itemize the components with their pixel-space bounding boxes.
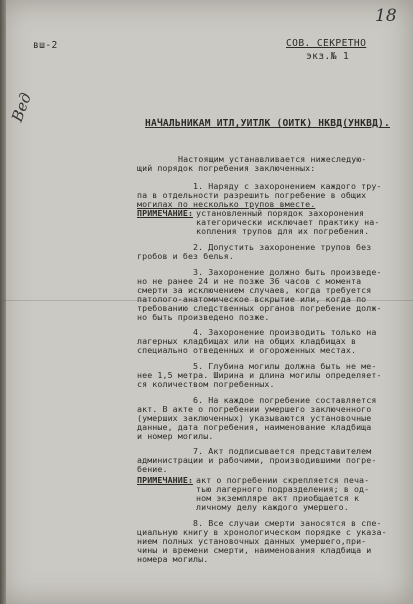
paragraph-8-line: циальную книгу в хронологическом порядке с указа- — [137, 527, 387, 537]
document-code: вш-2 — [33, 40, 58, 51]
paragraph-6-line: 6. На каждое погребение составляется — [193, 395, 377, 405]
handwritten-margin-note: Вед — [8, 90, 35, 125]
paragraph-7-line: 7. Акт подписывается представителем — [193, 446, 372, 456]
note-7-line: личному делу каждого умершего. — [196, 502, 349, 512]
intro-line: Настоящим устанавливается нижеследую- — [178, 154, 367, 164]
note-label: ПРИМЕЧАНИЕ: — [137, 208, 194, 218]
paragraph-5-line: нее 1,5 метра. Ширина и длина могилы определяет- — [137, 370, 382, 380]
paragraph-2-line: 2. Допустить захоронение трупов без — [193, 242, 372, 252]
note-1-line: копления трупов для их погребения. — [196, 226, 370, 236]
paragraph-3-line: 3. Захоронение должно быть произведе- — [193, 267, 382, 277]
paragraph-6-line: данные, дата погребения, наименование кладбища — [137, 422, 372, 432]
paragraph-2-line: гробов и без белья. — [137, 251, 234, 261]
classification-stamp: СОВ. СЕКРЕТНО — [286, 38, 367, 49]
paragraph-3-line: требованию следственных органов погребение долж- — [137, 303, 382, 313]
paragraph-3-line: смерти за исключением случаев, когда требуется — [137, 285, 372, 295]
addressee-line: НАЧАЛЬНИКАМ ИТЛ,УИТЛК (ОИТК) НКВД(УНКВД). — [145, 118, 391, 129]
paragraph-8-line: чины и времени смерти, наименования кладбища и — [137, 545, 372, 555]
paragraph-8-line: номера могилы. — [137, 554, 209, 564]
copy-number: экз.№ 1 — [306, 51, 350, 62]
note-7-line: акт о погребении скрепляется печа- — [196, 475, 370, 485]
note-7-line: ном экземпляре акт приобщается к — [196, 493, 360, 503]
page-number: 18 — [375, 6, 397, 26]
paragraph-6-line: и номер могилы. — [137, 431, 214, 441]
page-binding-edge — [0, 0, 6, 604]
note-1-line: категорически исключает практику на- — [196, 217, 380, 227]
paragraph-7-line: администрации и рабочими, производившими погре- — [137, 455, 377, 465]
paragraph-3-line: но не ранее 24 и не позже 36 часов с момента — [137, 276, 362, 286]
paragraph-3-line: патолого-анатомическое вскрытие или, когда по — [137, 294, 367, 304]
paragraph-6-line: акт. В акте о погребении умершего заключенного — [137, 404, 372, 414]
paragraph-5-line: 5. Глубина могилы должна быть не ме- — [193, 361, 377, 371]
paragraph-1-line: па в отдельности разрешить погребение в общих — [137, 190, 367, 200]
paragraph-4-line: лагерных кладбищах или на общих кладбищах в — [137, 336, 357, 346]
paragraph-5-line: ся количеством погребенных. — [137, 379, 275, 389]
paragraph-8-line: 8. Все случаи смерти заносятся в спе- — [193, 518, 382, 528]
note-1-line: установленный порядок захоронения — [196, 208, 365, 218]
note-7-line: тью лагерного подразделения; в од- — [196, 484, 370, 494]
paragraph-4-line: специально отведенных и огороженных местах. — [137, 345, 357, 355]
paragraph-6-line: (умерших заключенных) указываются установочные — [137, 413, 372, 423]
paragraph-3-line: но быть произведено позже. — [137, 312, 270, 322]
paragraph-4-line: 4. Захоронение производить только на — [193, 327, 377, 337]
paragraph-1-line: могилах по несколько трупов вместе. — [137, 199, 316, 209]
intro-line: щий порядок погребения заключенных: — [137, 163, 316, 173]
paragraph-1-line: 1. Наряду с захоронением каждого тру- — [193, 181, 382, 191]
paragraph-8-line: нием полных установочных данных умершего,при- — [137, 536, 367, 546]
paragraph-7-line: бение. — [137, 464, 168, 474]
note-label: ПРИМЕЧАНИЕ: — [137, 475, 194, 485]
